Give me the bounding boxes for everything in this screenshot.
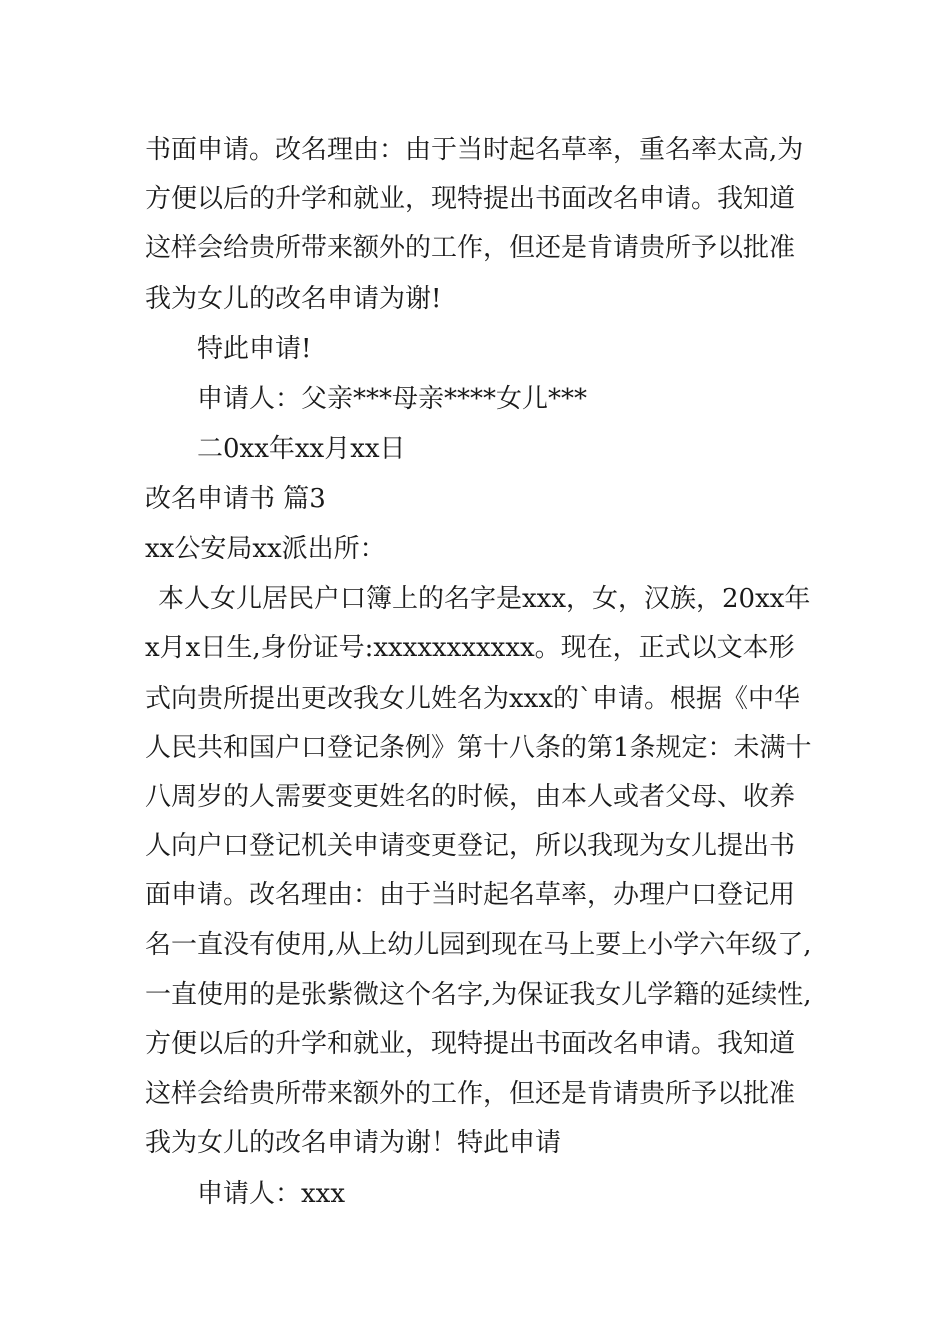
paragraph-line: 我为女儿的改名申请为谢！特此申请 bbox=[145, 1128, 562, 1158]
applicant-line: 申请人：父亲***母亲****女儿*** bbox=[197, 384, 588, 414]
applicant-line: 申请人：xxx bbox=[197, 1179, 345, 1209]
section-heading: 改名申请书 篇3 bbox=[145, 484, 326, 514]
paragraph-line: 书面申请。改名理由：由于当时起名草率，重名率太高,为 bbox=[145, 135, 804, 165]
paragraph-line: 面申请。改名理由：由于当时起名草率，办理户口登记用 bbox=[145, 880, 796, 910]
paragraph-line: 八周岁的人需要变更姓名的时候，由本人或者父母、收养 bbox=[145, 782, 796, 812]
addressee-line: xx公安局xx派出所： bbox=[145, 534, 386, 564]
paragraph-line: 我为女儿的改名申请为谢! bbox=[145, 284, 442, 314]
paragraph-line: x月x日生,身份证号:xxxxxxxxxxx。现在，正式以文本形 bbox=[145, 633, 795, 663]
paragraph-line: 这样会给贵所带来额外的工作，但还是肯请贵所予以批准 bbox=[145, 1079, 796, 1109]
date-line: 二0xx年xx月xx日 bbox=[197, 434, 406, 464]
paragraph-line: 这样会给贵所带来额外的工作，但还是肯请贵所予以批准 bbox=[145, 233, 796, 263]
paragraph-line: 方便以后的升学和就业，现特提出书面改名申请。我知道 bbox=[145, 184, 796, 214]
paragraph-line: 式向贵所提出更改我女儿姓名为xxx的`申请。根据《中华 bbox=[145, 684, 800, 714]
paragraph-line: 人民共和国户口登记条例》第十八条的第1条规定：未满十 bbox=[145, 733, 812, 763]
closing-phrase: 特此申请! bbox=[197, 334, 312, 364]
paragraph-line: 本人女儿居民户口簿上的名字是xxx，女，汉族，20xx年 bbox=[158, 584, 811, 614]
paragraph-line: 一直使用的是张紫微这个名字,为保证我女儿学籍的延续性, bbox=[145, 980, 812, 1010]
paragraph-line: 名一直没有使用,从上幼儿园到现在马上要上小学六年级了, bbox=[145, 930, 812, 960]
paragraph-line: 方便以后的升学和就业，现特提出书面改名申请。我知道 bbox=[145, 1029, 796, 1059]
paragraph-line: 人向户口登记机关申请变更登记，所以我现为女儿提出书 bbox=[145, 831, 796, 861]
